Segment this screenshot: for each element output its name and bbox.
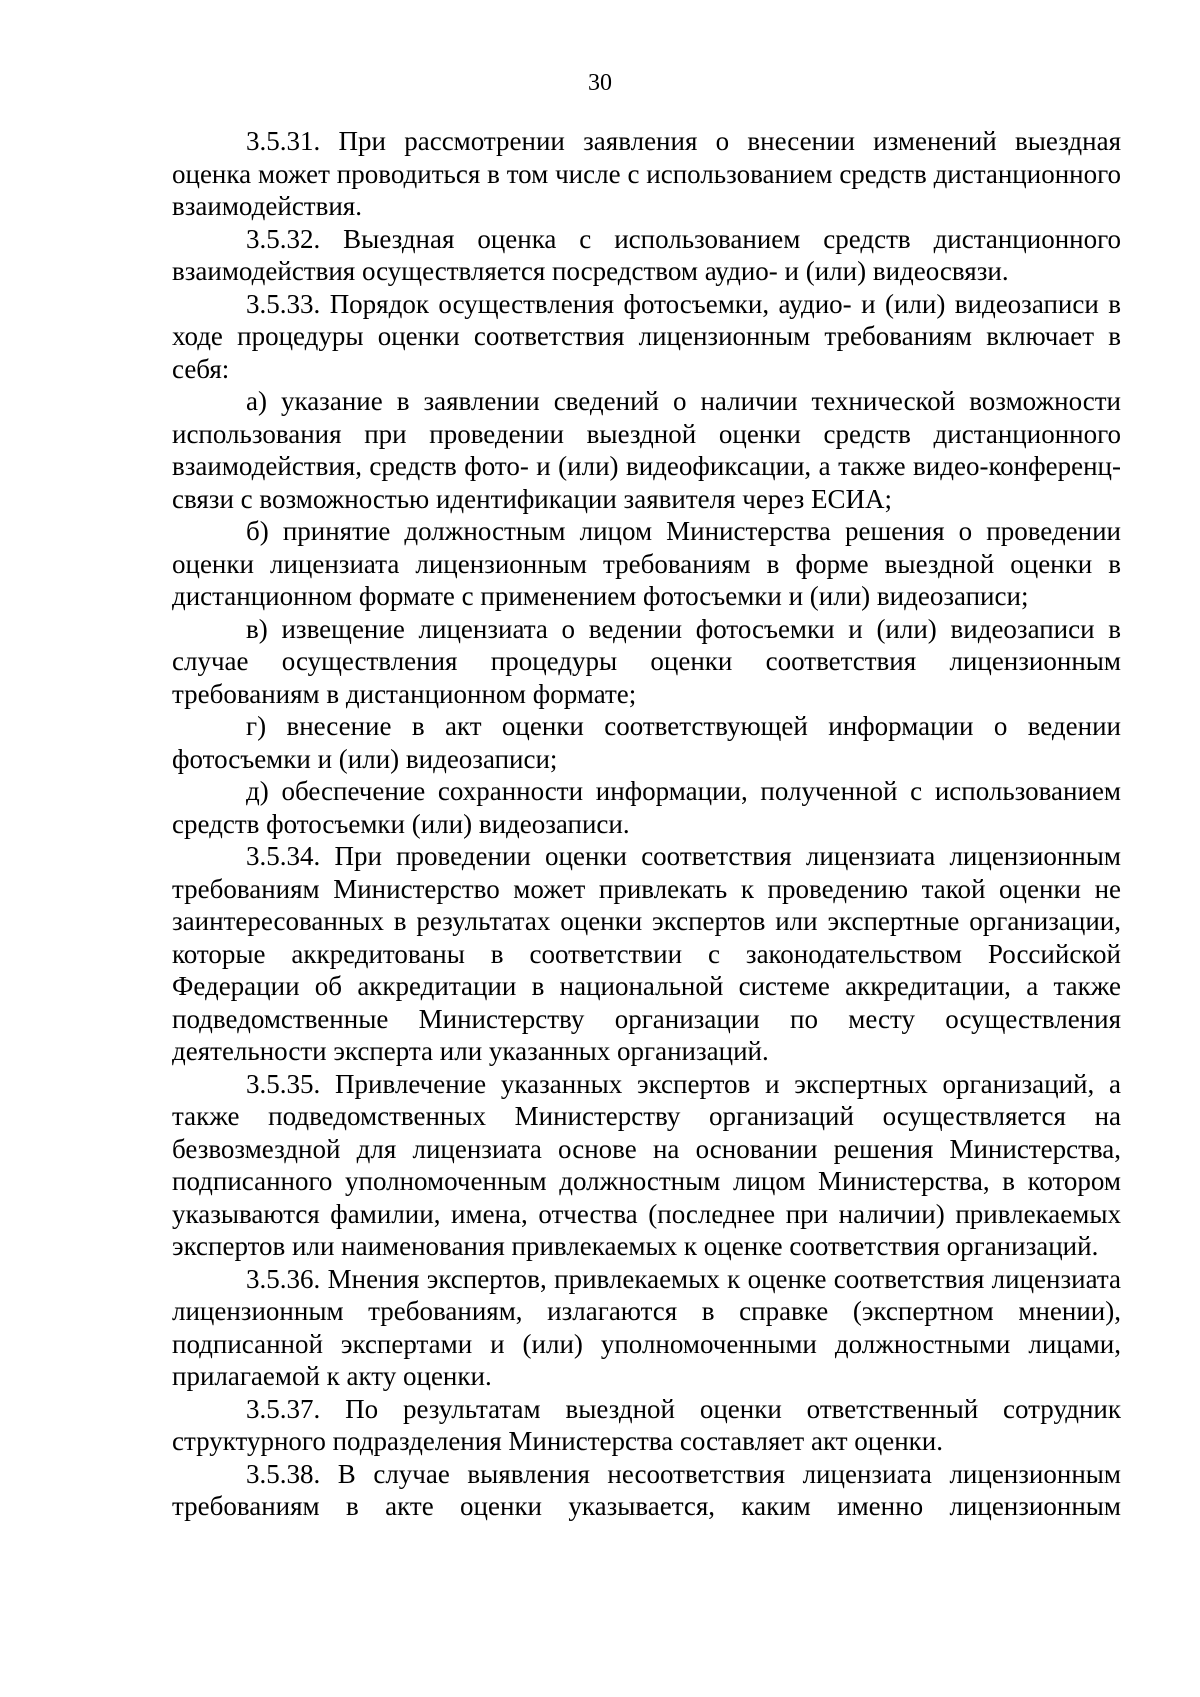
clause-number: 3.5.35. xyxy=(246,1068,321,1099)
paragraph-text: При проведении оценки соответствия лицензиата лицензионным требованиям Министерство может привлекать к проведению такой оценки не заинтересованных в результатах оценки экспертов или экспертные организации, которые аккредитованы в соответствии с законодательством Российской Федерации об аккредитации в национальной системе аккредитации, а также подведомственные Министерству организации по месту осуществления деятельности эксперта или указанных организаций. xyxy=(172,841,1121,1066)
clause-number: 3.5.37. xyxy=(246,1393,321,1424)
list-marker: г) xyxy=(246,711,267,741)
paragraph-3-5-32 xyxy=(172,223,1121,288)
clause-number: 3.5.36. xyxy=(246,1263,321,1294)
paragraph-text: Привлечение указанных экспертов и экспертных организаций, а также подведомственных Министерству организаций осуществляется на безвозмездной для лицензиата основе на основании решения Министерства, подписанного уполномоченным должностным лицом Министерства, в котором указываются фамилии, имена, отчества (последнее при наличии) привлекаемых экспертов или наименования привлекаемых к оценке соответствия организаций. xyxy=(172,1068,1122,1261)
paragraph-3-5-34 xyxy=(172,840,1121,1068)
clause-number: 3.5.38. xyxy=(246,1458,321,1489)
paragraph-text: В случае выявления несоответствия лицензиата лицензионным требованиям в акте оценки указывается, каким именно лицензионным xyxy=(172,1458,1121,1521)
list-item-text: принятие должностным лицом Министерства решения о проведении оценки лицензиата лицензионным требованиям в форме выездной оценки в дистанционном формате с применением фотосъемки и (или) видеозаписи; xyxy=(172,516,1121,611)
paragraph-3-5-31 xyxy=(172,125,1121,223)
list-marker: д) xyxy=(246,776,269,806)
list-item-g xyxy=(172,710,1121,775)
clause-number: 3.5.33. xyxy=(246,288,321,319)
document-body xyxy=(172,125,1121,1523)
list-item-b xyxy=(172,515,1121,613)
list-item-text: внесение в акт оценки соответствующей информации о ведении фотосъемки и (или) видеозаписи; xyxy=(172,711,1121,774)
paragraph-3-5-35 xyxy=(172,1068,1121,1263)
paragraph-text: Выездная оценка с использованием средств дистанционного взаимодействия осуществляется посредством аудио- и (или) видеосвязи. xyxy=(172,223,1121,286)
list-item-a xyxy=(172,385,1121,515)
clause-number: 3.5.34. xyxy=(246,841,321,871)
list-item-text: извещение лицензиата о ведении фотосъемки и (или) видеозаписи в случае осуществления процедуры оценки соответствия лицензионным требованиям в дистанционном формате; xyxy=(172,613,1122,709)
paragraph-3-5-37 xyxy=(172,1393,1121,1458)
paragraph-text: Порядок осуществления фотосъемки, аудио- и (или) видеозаписи в ходе процедуры оценки соответствия лицензионным требованиям включает в себя: xyxy=(172,288,1121,384)
clause-number: 3.5.32. xyxy=(246,223,321,254)
paragraph-text: При рассмотрении заявления о внесении изменений выездная оценка может проводиться в том числе с использованием средств дистанционного взаимодействия. xyxy=(172,126,1121,221)
list-item-d xyxy=(172,775,1121,840)
paragraph-3-5-36 xyxy=(172,1263,1121,1393)
list-marker: в) xyxy=(246,613,268,644)
list-item-text: указание в заявлении сведений о наличии технической возможности использования при проведении выездной оценки средств дистанционного взаимодействия, средств фото- и (или) видеофиксации, а также видео-конференц-связи с возможностью идентификации заявителя через ЕСИА; xyxy=(172,386,1122,514)
paragraph-text: Мнения экспертов, привлекаемых к оценке соответствия лицензиата лицензионным требованиям, излагаются в справке (экспертном мнении), подписанной экспертами и (или) уполномоченными должностными лицами, прилагаемой к акту оценки. xyxy=(172,1263,1121,1391)
list-item-text: обеспечение сохранности информации, полученной с использованием средств фотосъемки (или) видеозаписи. xyxy=(172,776,1122,839)
list-item-v xyxy=(172,613,1121,711)
clause-number: 3.5.31. xyxy=(246,126,321,156)
list-marker: а) xyxy=(246,386,267,416)
paragraph-3-5-33 xyxy=(172,288,1121,386)
paragraph-text: По результатам выездной оценки ответственный сотрудник структурного подразделения Министерства составляет акт оценки. xyxy=(172,1393,1121,1456)
list-marker: б) xyxy=(246,516,269,546)
paragraph-3-5-38 xyxy=(172,1458,1121,1523)
page-number: 30 xyxy=(588,70,612,96)
